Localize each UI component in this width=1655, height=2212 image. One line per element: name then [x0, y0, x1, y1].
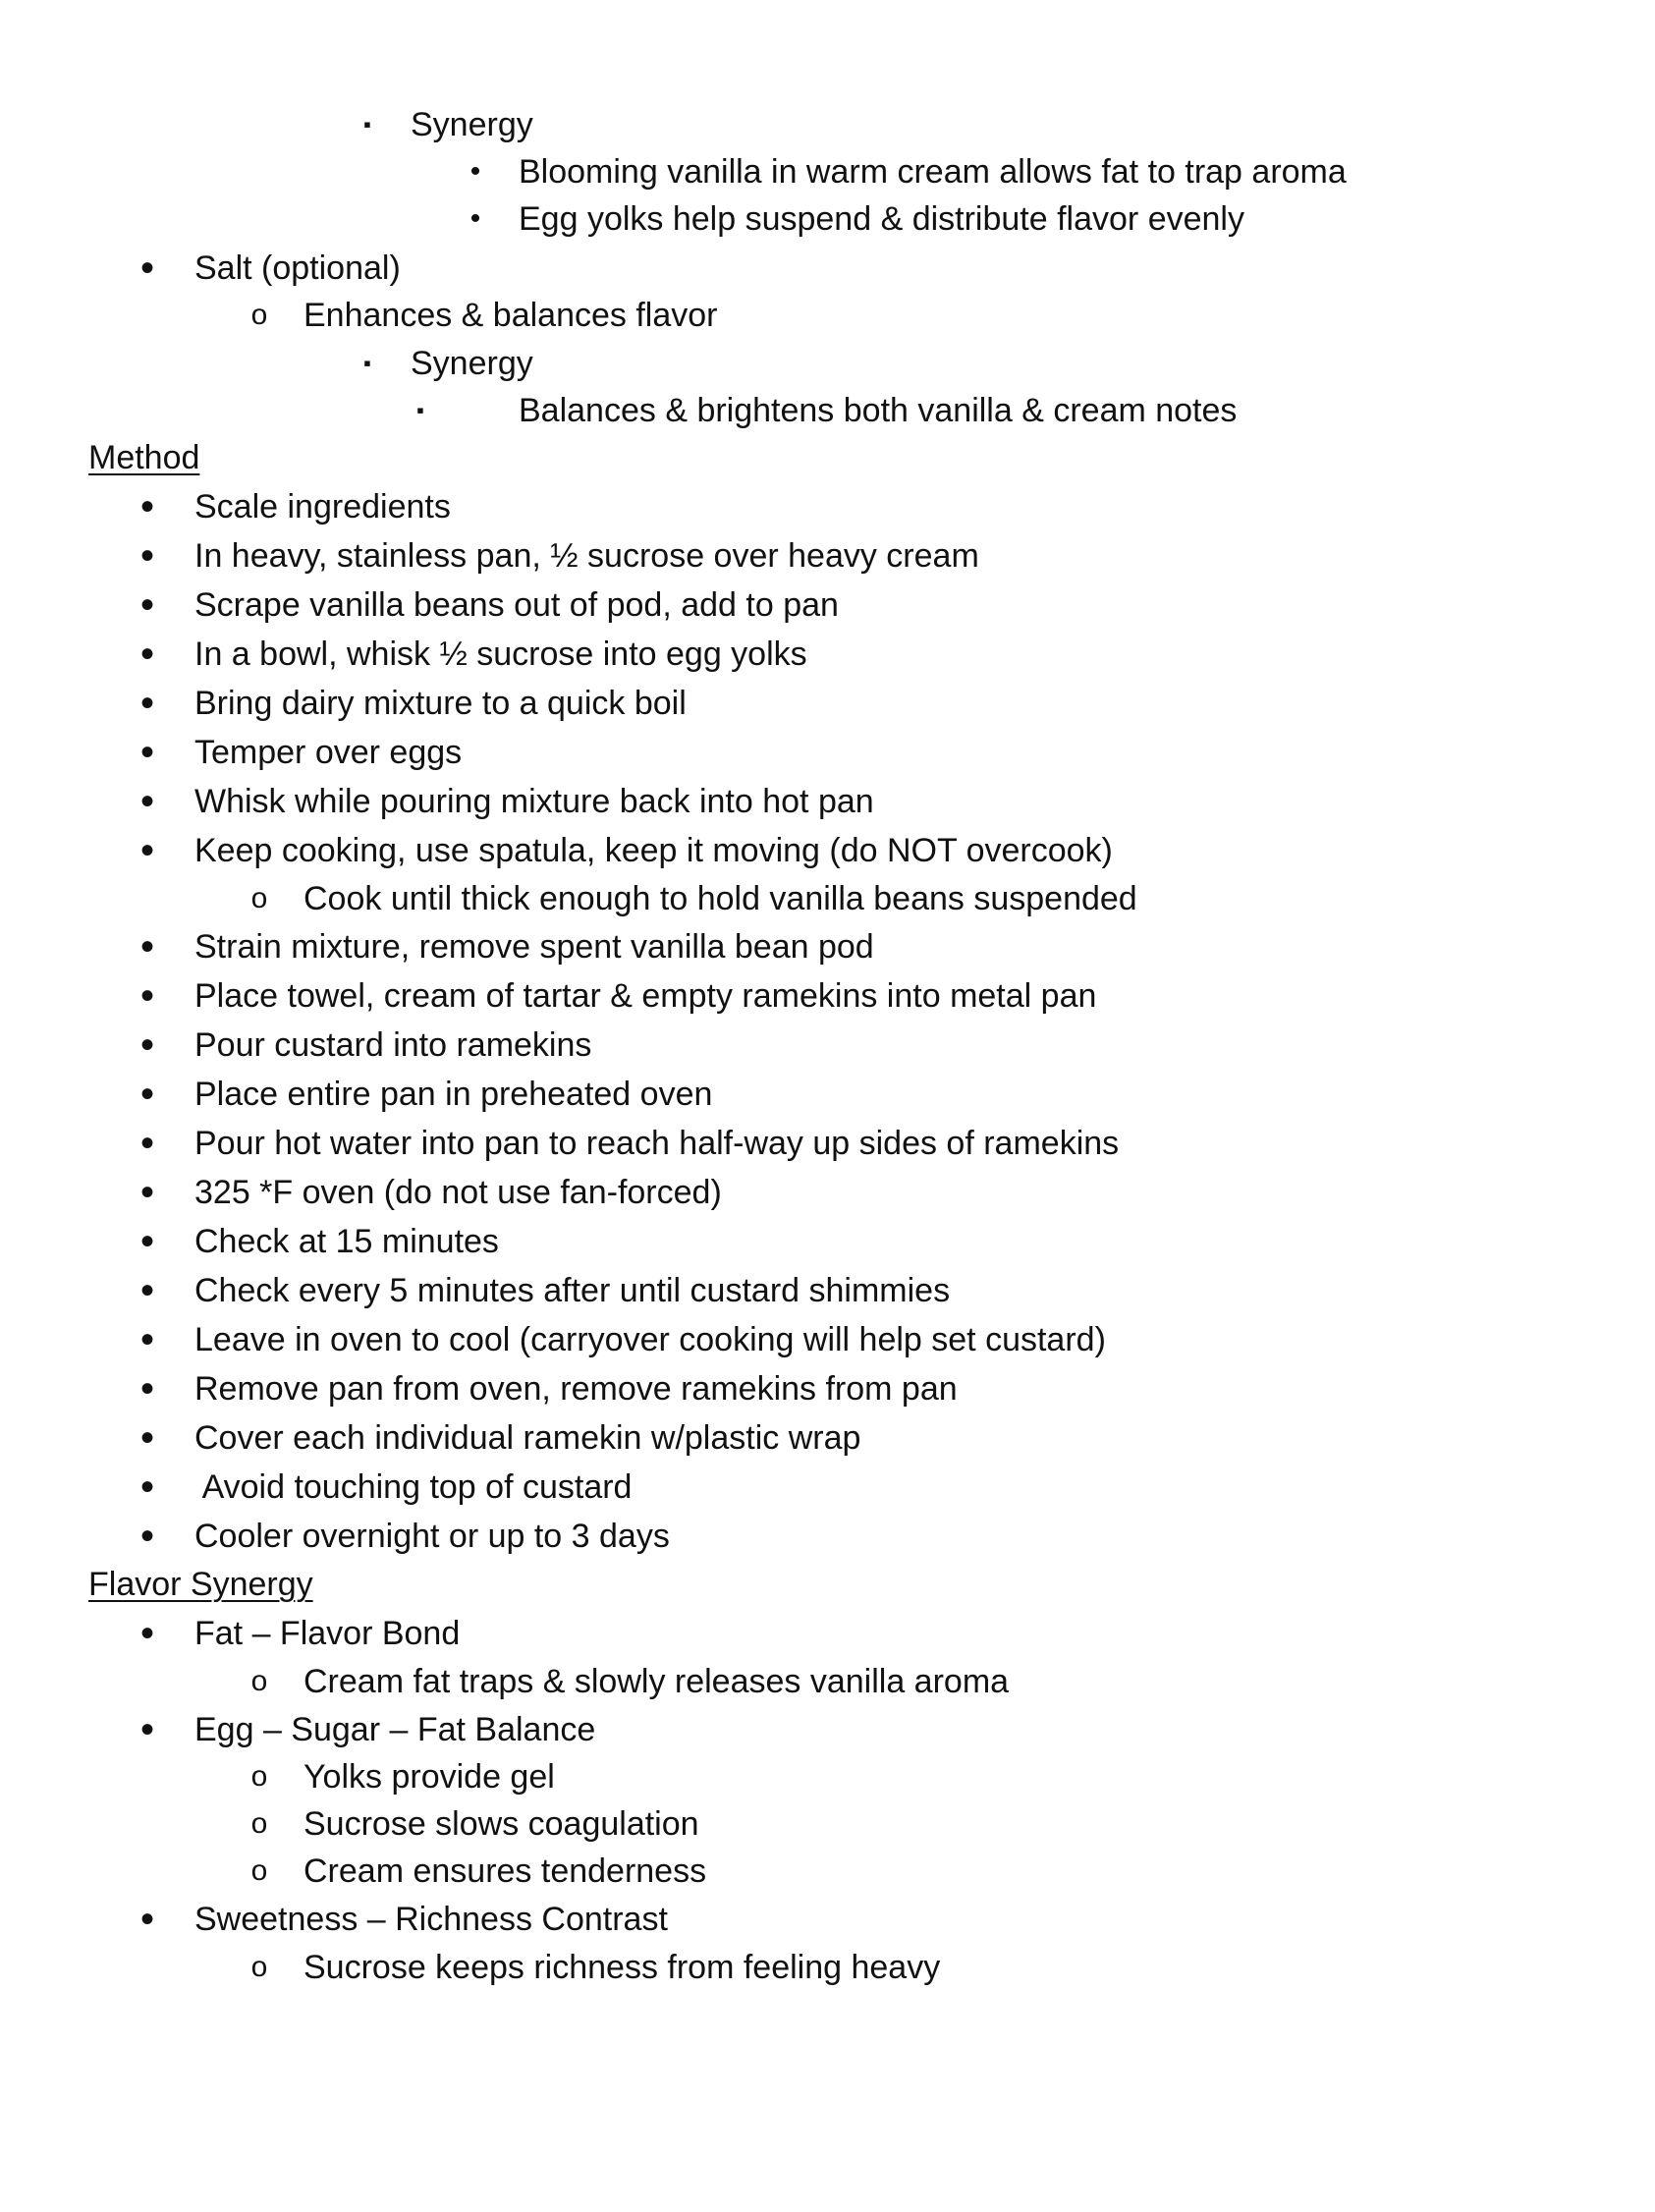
method-step	[0, 1021, 1655, 1070]
method-step	[0, 826, 1655, 875]
method-substep	[0, 874, 1655, 923]
step-text: Place entire pan in preheated oven	[194, 1076, 713, 1113]
step-text: Bring dairy mixture to a quick boil	[194, 685, 687, 722]
list-item-text: Cream fat traps & slowly releases vanilla aroma	[303, 1663, 1010, 1700]
list-item-text: Egg – Sugar – Fat Balance	[194, 1711, 596, 1748]
bullet-icon: •	[139, 1318, 154, 1361]
bullet-icon: •	[139, 1367, 154, 1410]
small-bullet-icon: •	[469, 202, 481, 235]
bullet-icon: •	[139, 583, 154, 627]
list-item	[0, 1943, 1655, 1992]
step-text: Avoid touching top of custard	[194, 1468, 633, 1506]
circle-bullet-icon: o	[250, 882, 268, 914]
circle-bullet-icon: o	[250, 1854, 268, 1887]
method-step	[0, 581, 1655, 630]
bullet-icon: •	[139, 1023, 154, 1067]
bullet-icon: •	[139, 247, 154, 290]
method-step	[0, 531, 1655, 581]
bullet-icon: •	[139, 780, 154, 823]
list-item	[0, 291, 1655, 340]
bullet-icon: •	[139, 1515, 154, 1558]
bullet-icon: •	[139, 682, 154, 725]
method-step	[0, 1070, 1655, 1119]
step-text: Cook until thick enough to hold vanilla beans suspended	[303, 880, 1137, 917]
circle-bullet-icon: o	[250, 1760, 268, 1793]
bullet-icon: •	[139, 633, 154, 676]
list-item	[0, 1895, 1655, 1944]
bullet-icon: •	[139, 534, 154, 578]
step-text: Strain mixture, remove spent vanilla bean pod	[194, 928, 874, 966]
step-text: Place towel, cream of tartar & empty ramekins into metal pan	[194, 977, 1097, 1015]
step-text: Check at 15 minutes	[194, 1223, 499, 1260]
list-item	[0, 386, 1655, 435]
bullet-icon: •	[139, 1898, 154, 1941]
list-item	[0, 1847, 1655, 1896]
circle-bullet-icon: o	[250, 299, 268, 331]
list-item	[0, 1705, 1655, 1754]
list-item-text: Yolks provide gel	[303, 1758, 555, 1796]
square-bullet-icon: ▪	[363, 351, 371, 375]
flavor-synergy-heading: Flavor Synergy	[88, 1566, 313, 1603]
step-text: Check every 5 minutes after until custard shimmies	[194, 1272, 951, 1309]
small-bullet-icon: •	[469, 155, 481, 188]
method-step	[0, 630, 1655, 679]
bullet-icon: •	[139, 1416, 154, 1460]
method-step	[0, 971, 1655, 1021]
square-bullet-icon: ▪	[363, 112, 371, 137]
bullet-icon: •	[139, 1708, 154, 1751]
step-text: Pour custard into ramekins	[194, 1026, 592, 1064]
method-step	[0, 1512, 1655, 1561]
step-text: Pour hot water into pan to reach half-way up sides of ramekins	[194, 1125, 1120, 1162]
bullet-icon: •	[139, 829, 154, 872]
circle-bullet-icon: o	[250, 1951, 268, 1983]
section-heading	[0, 1560, 1655, 1609]
list-item-text: Egg yolks help suspend & distribute flavor evenly	[519, 200, 1244, 238]
method-step	[0, 1168, 1655, 1217]
square-bullet-icon: ▪	[416, 398, 424, 422]
bullet-icon: •	[139, 1465, 154, 1509]
method-step	[0, 1266, 1655, 1315]
list-item	[0, 339, 1655, 388]
bullet-icon: •	[139, 1073, 154, 1116]
step-text: Cover each individual ramekin w/plastic wrap	[194, 1419, 861, 1457]
circle-bullet-icon: o	[250, 1665, 268, 1697]
list-item-text: Synergy	[411, 106, 533, 143]
list-item-text: Cream ensures tenderness	[303, 1853, 707, 1890]
method-step	[0, 922, 1655, 971]
bullet-icon: •	[139, 925, 154, 968]
method-step	[0, 1364, 1655, 1413]
list-item-text: Synergy	[411, 345, 533, 382]
method-step	[0, 679, 1655, 728]
method-step	[0, 777, 1655, 826]
step-text: Keep cooking, use spatula, keep it moving (do NOT overcook)	[194, 832, 1113, 869]
method-step	[0, 1413, 1655, 1463]
method-heading: Method	[88, 439, 200, 476]
step-text: Temper over eggs	[194, 734, 463, 771]
method-step	[0, 1463, 1655, 1512]
bullet-icon: •	[139, 1612, 154, 1655]
step-text: 325 *F oven (do not use fan-forced)	[194, 1174, 722, 1211]
list-item-text: Sweetness – Richness Contrast	[194, 1901, 668, 1938]
step-text: Remove pan from oven, remove ramekins from pan	[194, 1370, 958, 1408]
method-step	[0, 482, 1655, 531]
list-item-text: Salt (optional)	[194, 249, 401, 287]
circle-bullet-icon: o	[250, 1807, 268, 1840]
list-item-text: Balances & brightens both vanilla & cream notes	[519, 392, 1238, 429]
bullet-icon: •	[139, 974, 154, 1018]
list-item-text: Sucrose slows coagulation	[303, 1805, 699, 1843]
bullet-icon: •	[139, 1122, 154, 1165]
list-item-text: Blooming vanilla in warm cream allows fat to trap aroma	[519, 153, 1347, 191]
bullet-icon: •	[139, 1171, 154, 1214]
step-text: Whisk while pouring mixture back into hot pan	[194, 783, 874, 820]
method-step	[0, 1217, 1655, 1266]
step-text: In heavy, stainless pan, ½ sucrose over heavy cream	[194, 537, 979, 575]
method-step	[0, 1119, 1655, 1168]
section-heading	[0, 433, 1655, 482]
bullet-icon: •	[139, 485, 154, 528]
list-item	[0, 1609, 1655, 1658]
list-item-text: Fat – Flavor Bond	[194, 1615, 461, 1652]
method-step	[0, 728, 1655, 777]
method-step	[0, 1315, 1655, 1364]
list-item-text: Sucrose keeps richness from feeling heavy	[303, 1949, 941, 1986]
list-item	[0, 244, 1655, 293]
list-item	[0, 147, 1655, 196]
list-item-text: Enhances & balances flavor	[303, 297, 718, 334]
list-item	[0, 100, 1655, 149]
bullet-icon: •	[139, 1220, 154, 1263]
list-item	[0, 1657, 1655, 1706]
step-text: Scale ingredients	[194, 488, 451, 525]
list-item	[0, 1799, 1655, 1849]
step-text: Scrape vanilla beans out of pod, add to pan	[194, 586, 839, 624]
step-text: Leave in oven to cool (carryover cooking will help set custard)	[194, 1321, 1106, 1358]
list-item	[0, 1752, 1655, 1801]
step-text: Cooler overnight or up to 3 days	[194, 1518, 670, 1555]
bullet-icon: •	[139, 731, 154, 774]
step-text: In a bowl, whisk ½ sucrose into egg yolks	[194, 636, 807, 673]
bullet-icon: •	[139, 1269, 154, 1312]
list-item	[0, 194, 1655, 244]
